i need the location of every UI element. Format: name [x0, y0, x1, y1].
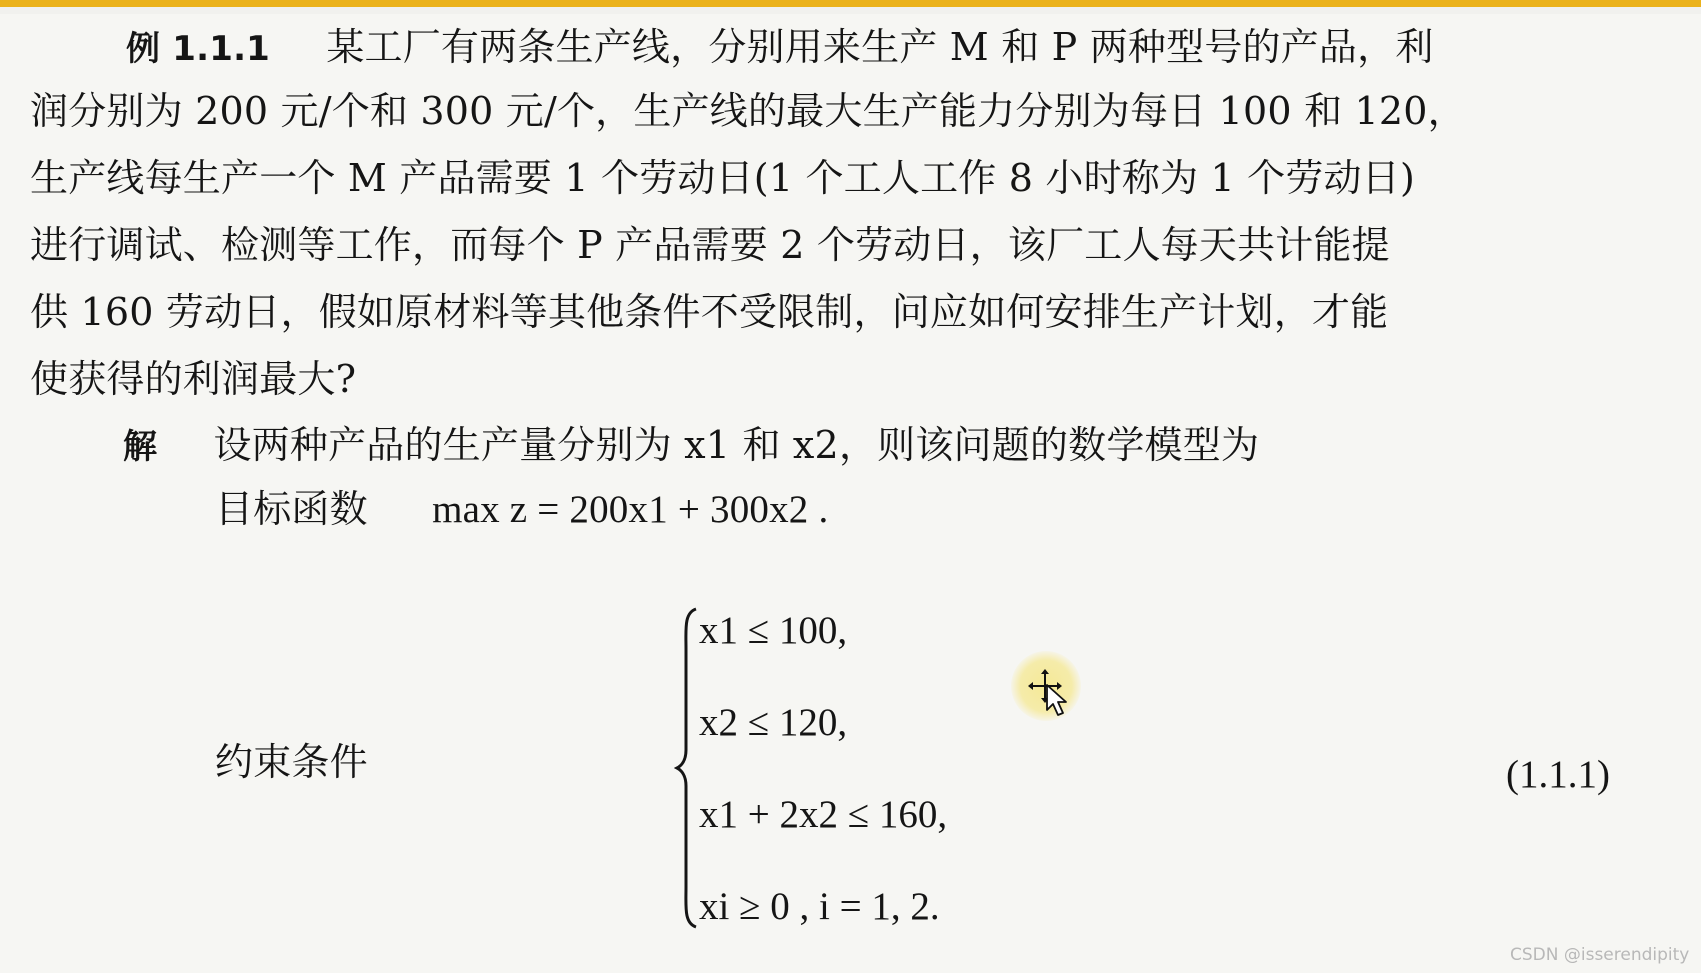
watermark: CSDN @isserendipity [1510, 945, 1690, 965]
cropped-previous-line [0, 7, 1701, 14]
move-cursor-icon [1027, 668, 1065, 706]
objective-line [215, 489, 828, 530]
example-label: 例 1.1.1 [126, 29, 271, 69]
constraint-2: x2 ≤ 120, [699, 701, 848, 744]
example-first-line [126, 27, 1434, 69]
equation-number: (1.1.1) [1506, 753, 1610, 796]
objective-function: max z = 200x1 + 300x2 . [432, 488, 829, 531]
example-text-line-6: 使获得的利润最大? [30, 357, 357, 401]
example-text-line-5: 供 160 劳动日，假如原材料等其他条件不受限制，问应如何安排生产计划，才能 [30, 290, 1389, 334]
constraint-brace [674, 605, 700, 930]
left-brace-icon [674, 605, 700, 930]
objective-label: 目标函数 [215, 487, 368, 531]
example-text-line-2: 润分别为 200 元/个和 300 元/个，生产线的最大生产能力分别为每日 100 和 120， [30, 89, 1466, 133]
constraints-label: 约束条件 [215, 740, 368, 784]
example-text-line-4: 进行调试、检测等工作，而每个 P 产品需要 2 个劳动日，该厂工人每天共计能提 [30, 223, 1390, 267]
constraint-4: xi ≥ 0 , i = 1, 2. [699, 885, 940, 928]
solution-intro: 设两种产品的生产量分别为 x1 和 x2，则该问题的数学模型为 [213, 423, 1260, 467]
solution-intro-line [123, 425, 1259, 467]
move-cursor [1011, 651, 1081, 721]
example-text-line-3: 生产线每生产一个 M 产品需要 1 个劳动日(1 个工人工作 8 小时称为 1 个劳动日) [30, 156, 1415, 200]
constraint-1: x1 ≤ 100, [699, 609, 848, 652]
top-accent-bar [0, 0, 1701, 7]
constraint-3: x1 + 2x2 ≤ 160, [699, 793, 948, 836]
solution-label: 解 [123, 427, 158, 467]
example-text-line-1: 某工厂有两条生产线，分别用来生产 M 和 P 两种型号的产品，利 [326, 25, 1434, 69]
